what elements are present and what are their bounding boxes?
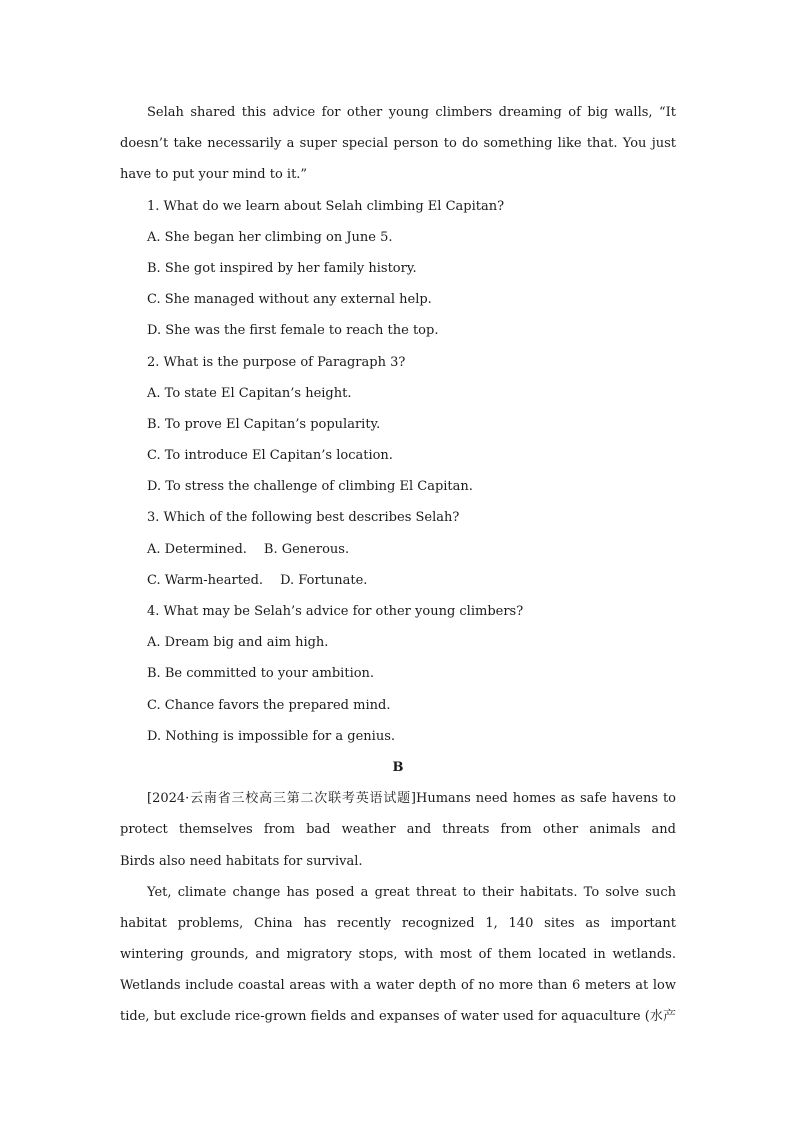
option-d: D. To stress the challenge of climbing El Capitan.	[147, 479, 473, 495]
question-stem: 3. Which of the following best describes Selah?	[147, 510, 460, 526]
paragraph-line: habitat problems, China has recently recognized 1, 140 sites as important	[120, 915, 676, 931]
paragraph-line: Selah shared this advice for other young climbers dreaming of big walls, “It	[147, 105, 676, 120]
option-c: C. She managed without any external help.	[147, 292, 432, 308]
option-c: C. Warm-hearted.	[147, 572, 264, 588]
option-c: C. Chance favors the prepared mind.	[147, 697, 391, 713]
option-d: D. Nothing is impossible for a genius.	[147, 728, 395, 744]
paragraph-line: Wetlands include coastal areas with a water depth of no more than 6 meters at low	[120, 978, 676, 994]
paragraph-line: doesn’t take necessarily a super special person to do something like that. You just	[120, 136, 676, 152]
option-a: A. To state El Capitan’s height.	[147, 385, 352, 401]
paragraph-line: tide, but exclude rice-grown fields and expanses of water used for aquaculture (水产	[120, 1009, 676, 1025]
paragraph-line: have to put your mind to it.”	[120, 167, 308, 183]
option-a: A. Dream big and aim high.	[147, 635, 329, 651]
question-2	[120, 347, 676, 503]
paragraph-line: Birds also need habitats for survival.	[120, 853, 363, 869]
paragraph-line: wintering grounds, and migratory stops, with most of them located in wetlands.	[120, 947, 676, 963]
options-row	[120, 534, 676, 565]
section-b-paragraph-1	[120, 783, 676, 877]
option-b: B. She got inspired by her family history.	[147, 260, 417, 276]
option-b: B. Generous.	[263, 541, 350, 557]
paragraph-line: protect themselves from bad weather and threats from other animals and	[120, 822, 676, 838]
option-d: D. Fortunate.	[280, 572, 368, 588]
question-4	[120, 596, 676, 752]
question-3	[120, 502, 676, 596]
option-b: B. To prove El Capitan’s popularity.	[147, 416, 381, 432]
paragraph-line: Yet, climate change has posed a great threat to their habitats. To solve such	[147, 884, 676, 900]
option-a: A. Determined.	[147, 541, 247, 557]
paragraph-line: [2024·云南省三校高三第二次联考英语试题]Humans need homes as safe havens to	[147, 791, 676, 807]
question-1	[120, 191, 676, 347]
option-a: A. She began her climbing on June 5.	[147, 229, 393, 245]
question-stem: 2. What is the purpose of Paragraph 3?	[147, 354, 406, 370]
option-b: B. Be committed to your ambition.	[147, 666, 375, 682]
question-stem: 4. What may be Selah’s advice for other young climbers?	[147, 604, 524, 619]
option-d: D. She was the first female to reach the top.	[147, 323, 439, 339]
section-heading: B	[392, 759, 404, 775]
options-row	[120, 565, 676, 596]
section-b-paragraph-2	[120, 877, 676, 1033]
passage-a-last-paragraph	[120, 97, 676, 191]
question-stem: 1. What do we learn about Selah climbing El Capitan?	[147, 198, 505, 214]
document-page	[120, 97, 676, 1033]
option-c: C. To introduce El Capitan’s location.	[147, 448, 393, 464]
